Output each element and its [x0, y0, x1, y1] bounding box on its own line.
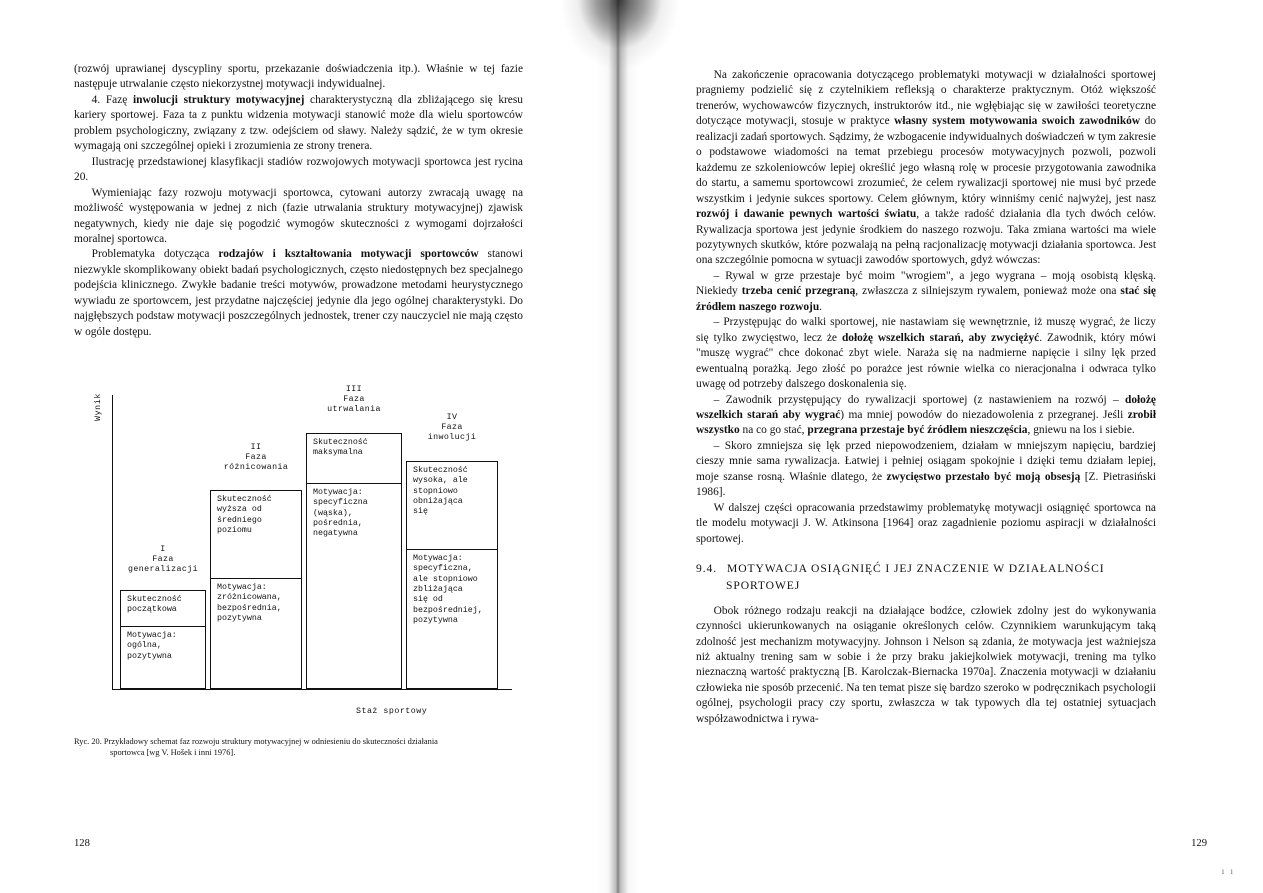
paragraph: (rozwój uprawianej dyscypliny sportu, przekazanie doświadczenia itp.). Właśnie w tej fazie następuje utrwalanie często niekorzystnej motywacji indywidualnej. [74, 63, 523, 91]
section-heading [696, 561, 1156, 595]
right-page [640, 0, 1263, 893]
stage-2-motivation: Motywacja: zróżnicowana, bezpośrednia, pozytywna [217, 583, 282, 624]
book-gutter-shadow [596, 0, 640, 893]
section-title-line-1: MOTYWACJA OSIĄGNIĘĆ I JEJ ZNACZENIE W DZIAŁALNOŚCI [727, 562, 1105, 576]
right-page-text-column [696, 68, 1156, 727]
paragraph: Na zakończenie opracowania dotyczącego problematyki motywacji w działalności sportowej pragniemy podzielić się z czytelnikiem refleksją o charakterze praktycznym. Otóż większość trenerów, wychowawców fizycznych, instruktorów itd., nie wgłębiając się w zawiłości teoretyczne dotyczące motywacji, stosuje w praktyce własny system motywowania swoich zawodników do realizacji zadań sportowych. Sądzimy, że wzbogacenie indywidualnych doświadczeń w tym zakresie o podstawowe wiadomości na temat przebiegu procesów motywacyjnych pozwoli, pozwoli każdemu ze szkoleniowców lepiej określić jego własną rolę w procesie przygotowania zawodnika do startu, a samemu sportowcowi zrozumieć, że celem rywalizacji sportowej nie musi być przede wszystkim i jedynie sukces sportowy. Celem głównym, który winniśmy cenić najwyżej, jest nasz rozwój i dawanie pewnych wartości światu, a także radość działania dla tych dwóch celów. Rywalizacja sportowa jest jedynie środkiem do naszego rozwoju. Taka zmiana wartości ma wiele pozytywnych skutków, które pozwalają na pełną racjonalizację motywacji działania sportowca. Jest ona szczególnie pomocna w sytuacji zawodów sportowych, gdyż wówczas: [696, 69, 1157, 267]
figure-caption [74, 736, 544, 759]
paragraph: – Zawodnik przystępujący do rywalizacji sportowej (z nastawieniem na rozwój – dołożę wszelkich starań aby wygrać) ma mniej powodów do niezadowolenia z przegranej. Jeśli zrobił wszystko na co go stać, przegrana przestaje być źródłem nieszczęścia, gniewu na los i siebie. [696, 393, 1156, 437]
paragraph: Obok różnego rodzaju reakcji na działające bodźce, człowiek zdolny jest do wykonywania czynności ukierunkowanych na osiąganie określonych celów. Czynnikiem warunkującym taką zdolność jest mechanizm motywacyjny. Johnson i Nelson są zdania, że motywacja jest ważniejsza niż aktualny trening sam w sobie i że przy braku jakiejkolwiek motywacji, trening ma tylko nieznaczną wartość praktyczną [B. Karolczak-Biernacka 1970a]. Znaczenia motywacji w działaniu człowieka nie sposób przecenić. Na ten temat pisze się bardzo szeroko w podręcznikach psychologii ogólnej, psychologii pracy czy sportu, zwłaszcza w tak typowych dla tej ostatniej sytuacjach współzawodnictwa i rywa- [696, 604, 1156, 725]
figure-x-axis-label: Staż sportowy [356, 707, 428, 716]
figure-caption-line-2: sportowca [wg V. Hošek i inni 1976]. [110, 748, 236, 758]
stage-1-effectiveness: Skuteczność początkowa [121, 591, 205, 627]
left-page-text-column [74, 62, 523, 340]
paragraph: Ilustrację przedstawionej klasyfikacji stadiów rozwojowych motywacji sportowca jest rycina 20. [74, 155, 523, 184]
page-number-left: 128 [74, 838, 90, 849]
edge-artifact: ı ı [1221, 866, 1235, 876]
stage-3-box [306, 433, 402, 689]
figure-x-axis [112, 689, 512, 690]
figure-y-axis [112, 395, 113, 690]
stage-1-box [120, 590, 206, 689]
stage-2-box [210, 490, 302, 689]
stage-4-effectiveness: Skuteczność wysoka, ale stopniowo obniżająca się [407, 462, 497, 550]
paragraph: Problematyka dotycząca rodzajów i kształtowania motywacji sportowców stanowi niezwykle skomplikowany obiekt badań psychologicznych, często niedostępnych bez specjalnego podejścia klinicznego. Zwykłe badanie treści motywów, prowadzone metodami heurystycznego wywiadu ze sportowcem, jest przydatne najczęściej jedynie dla jego ogólnej charakterystyki. Do najgłębszych podstaw motywacji poszczególnych jednostek, trener czy nauczyciel nie mają często w ogóle dostępu. [74, 248, 523, 338]
stage-3-motivation: Motywacja: specyficzna (wąska), pośrednia, negatywna [313, 488, 368, 539]
stage-4-motivation: Motywacja: specyficzna, ale stopniowo zbliżająca się od bezpośredniej, pozytywna [413, 554, 483, 626]
stage-3-title: III Faza utrwalania [327, 385, 381, 414]
paragraph: W dalszej części opracowania przedstawimy problematykę motywacji osiągnięć sportowca na tle modelu motywacji J. W. Atkinsona [1964] oraz zagadnienie poziomu aspiracji w działalności sportowej. [696, 501, 1156, 545]
paragraph: – Skoro zmniejsza się lęk przed niepowodzeniem, działam w mniejszym napięciu, bardziej cieszy mnie sama rywalizacja. Łatwiej i pełniej osiągam spokojnie i dzięki temu działam lepiej, moje szanse rosną. Właśnie dlatego, że zwycięstwo przestało być moją obsesją [Z. Pietrasiński 1986]. [696, 439, 1156, 499]
stage-4-box [406, 461, 498, 689]
stage-3-effectiveness: Skuteczność maksymalna [307, 434, 401, 484]
paragraph: – Rywal w grze przestaje być moim "wrogiem", a jego wygrana – moją osobistą klęską. Niekiedy trzeba cenić przegraną, zwłaszcza z silniejszym rywalem, ponieważ może ona stać się źródłem naszego rozwoju. [696, 269, 1156, 313]
left-page [0, 0, 600, 893]
stage-2-title: II Faza różnicowania [223, 443, 289, 472]
paragraph: Wymieniając fazy rozwoju motywacji sportowca, cytowani autorzy zwracają uwagę na możliwość występowania w jednej z nich (fazie utrwalania struktury motywacyjnej) zjawisk negatywnych, kiedy nie daje się pogodzić wymogów skuteczności z wymogami dojrzałości moralnej sportowca. [74, 186, 523, 245]
figure-caption-line-1: Ryc. 20. Przykładowy schemat faz rozwoju struktury motywacyjnej w odniesieniu do skuteczności działania [74, 737, 438, 746]
paragraph: – Przystępując do walki sportowej, nie nastawiam się wewnętrznie, iż muszę wygrać, że liczy się tylko zwycięstwo, lecz że dołożę wszelkich starań, aby zwyciężyć. Zawodnik, który mówi "muszę wygrać" chce dokonać zbyt wiele. Naraża się na nadmierne napięcie i silny lęk przed ewentualną porażką. Jego złość po porażce jest równie wielka co nieracjonalna i odwraca tylko uwagę od potrzeby dalszego doskonalenia się. [696, 316, 1156, 391]
stage-2-effectiveness: Skuteczność wyższa od średniego poziomu [211, 491, 301, 579]
section-number: 9.4. [696, 562, 717, 576]
stage-4-title: IV Faza inwolucji [427, 413, 477, 442]
book-gutter-top-shadow [560, 0, 680, 90]
stage-1-motivation: Motywacja: ogólna, pozytywna [127, 631, 177, 661]
stage-1-title: I Faza generalizacji [128, 545, 198, 574]
figure-y-axis-label: Wynik [94, 393, 103, 421]
figure-ryc-20 [74, 385, 534, 745]
section-title-line-2: SPORTOWEJ [726, 578, 801, 592]
paragraph: 4. Fazę inwolucji struktury motywacyjnej charakterystyczną dla zbliżającego się kresu kariery sportowej. Faza ta z punktu widzenia motywacji stanowić może dla wielu sportowców problem psychologiczny, związany z tzw. odejściem od sławy. Należy sądzić, że w tym okresie wymagają oni szczególnej opieki i zrozumienia ze strony trenera. [74, 93, 523, 153]
page-number-right: 129 [1191, 838, 1207, 849]
